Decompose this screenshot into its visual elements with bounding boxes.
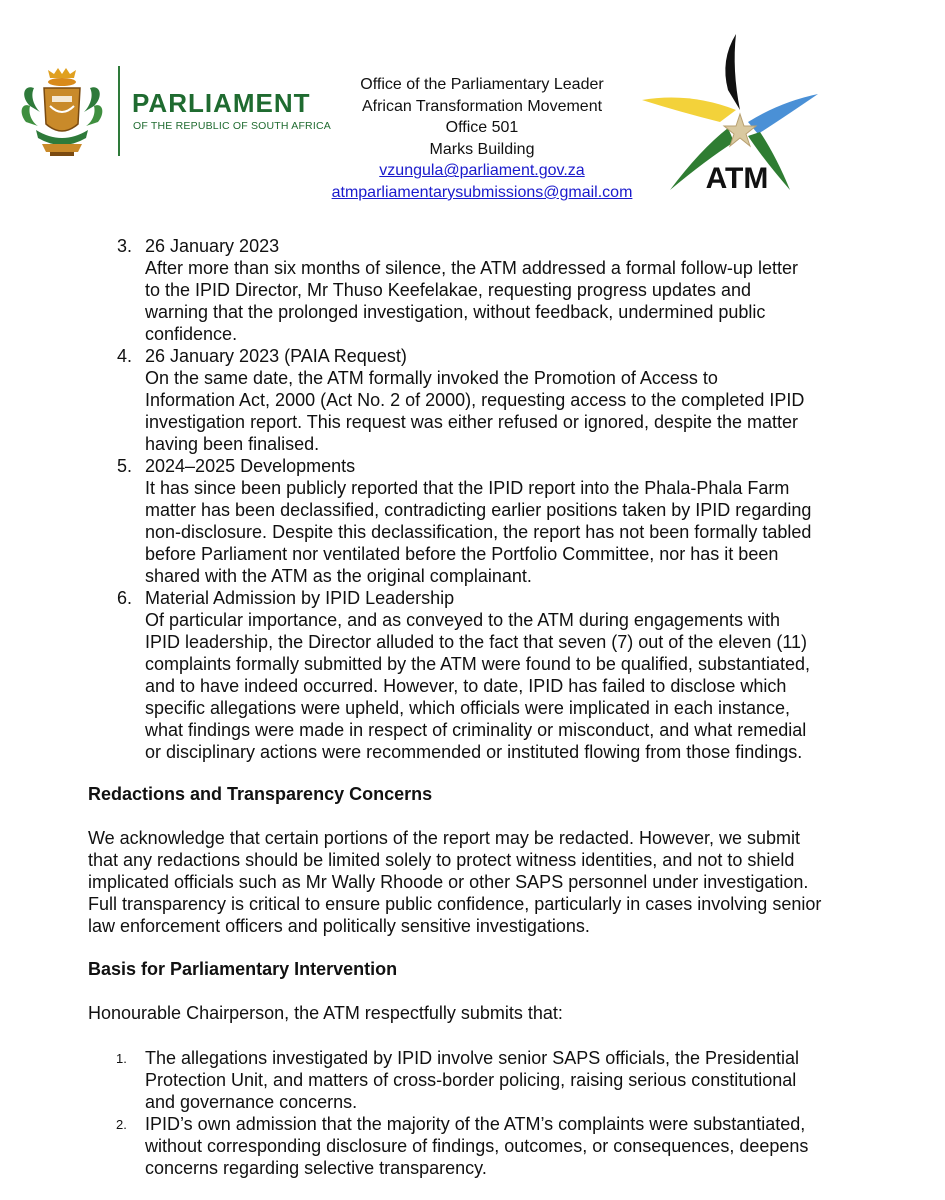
list-item-text: specific allegations were upheld, which officials were implicated in each instance, — [145, 698, 791, 718]
paragraph-line: Full transparency is critical to ensure public confidence, particularly in cases involving senior — [88, 894, 822, 914]
list-item-text: confidence. — [145, 324, 238, 344]
list-item-number: 5. — [117, 456, 133, 476]
header-divider — [118, 66, 120, 156]
list-item-number: 4. — [117, 346, 133, 366]
list-item-text: or disciplinary actions were recommended or instituted flowing from those findings. — [145, 742, 803, 762]
list-item-number: 3. — [117, 236, 133, 256]
list-item-text: shared with the ATM as the original complainant. — [145, 566, 532, 586]
list-item-text: before Parliament nor ventilated before the Portfolio Committee, nor has it been — [145, 544, 779, 564]
paragraph-line: We acknowledge that certain portions of the report may be redacted. However, we submit — [88, 828, 801, 848]
office-line: African Transformation Movement — [361, 97, 603, 115]
parliament-wordmark: PARLIAMENT — [132, 88, 311, 118]
list-item-title: Material Admission by IPID Leadership — [145, 588, 455, 608]
list-item-text: IPID’s own admission that the majority of the ATM’s complaints were substantiated, — [145, 1114, 806, 1134]
list-item-text: IPID leadership, the Director alluded to the fact that seven (7) out of the eleven (11) — [145, 632, 808, 652]
list-item-text: without corresponding disclosure of findings, outcomes, or consequences, deepens — [145, 1136, 809, 1156]
list-item-text: concerns regarding selective transparency. — [145, 1158, 487, 1178]
office-line: Office 501 — [445, 119, 519, 137]
list-item-number: 6. — [117, 588, 133, 608]
office-line: Marks Building — [429, 140, 535, 158]
list-item-text: The allegations investigated by IPID involve senior SAPS officials, the Presidential — [145, 1048, 800, 1068]
paragraph-line: implicated officials such as Mr Wally Rhoode or other SAPS personnel under investigation. — [88, 872, 809, 892]
list-item-text: and to have indeed occurred. However, to date, IPID has failed to disclose which — [145, 676, 787, 696]
list-item-number: 1. — [116, 1051, 127, 1066]
list-item-text: It has since been publicly reported that the IPID report into the Phala-Phala Farm — [145, 478, 790, 498]
list-item-text: what findings were made in respect of criminality or misconduct, and what remedial — [145, 720, 807, 740]
list-item-title: 2024–2025 Developments — [145, 456, 356, 476]
list-item-text: Protection Unit, and matters of cross-border policing, raising serious constitutional — [145, 1070, 797, 1090]
section-heading-basis: Basis for Parliamentary Intervention — [88, 959, 398, 979]
office-address-block — [300, 74, 664, 204]
section-heading-redactions: Redactions and Transparency Concerns — [88, 784, 433, 804]
list-item-text: and governance concerns. — [145, 1092, 358, 1112]
list-item-text: matter has been declassified, contradicting earlier positions taken by IPID regarding — [145, 500, 812, 520]
list-item-text: On the same date, the ATM formally invoked the Promotion of Access to — [145, 368, 718, 388]
list-item-text: to the IPID Director, Mr Thuso Keefelakae, requesting progress updates and — [145, 280, 752, 300]
list-item-text: investigation report. This request was either refused or ignored, despite the matter — [145, 412, 799, 432]
paragraph-line: law enforcement officers and politically sensitive investigations. — [88, 916, 590, 936]
parliament-subtitle: OF THE REPUBLIC OF SOUTH AFRICA — [133, 120, 331, 132]
coat-of-arms-logo — [16, 66, 108, 160]
list-item-text: Information Act, 2000 (Act No. 2 of 2000), requesting access to the completed IPID — [145, 390, 805, 410]
list-item-text: warning that the prolonged investigation, without feedback, undermined public — [145, 302, 766, 322]
list-item-text: complaints formally submitted by the ATM were found to be qualified, substantiated, — [145, 654, 811, 674]
email-link-secondary[interactable]: atmparliamentarysubmissions@gmail.com — [331, 183, 633, 201]
list-item-title: 26 January 2023 — [145, 236, 280, 256]
list-item-number: 2. — [116, 1117, 127, 1132]
atm-star-logo — [640, 30, 822, 198]
list-item-text: Of particular importance, and as conveyed to the ATM during engagements with — [145, 610, 781, 630]
email-link-primary[interactable]: vzungula@parliament.gov.za — [379, 162, 585, 180]
list-item-title: 26 January 2023 (PAIA Request) — [145, 346, 407, 366]
atm-logo-text: ATM — [705, 162, 769, 195]
paragraph-line: that any redactions should be limited solely to protect witness identities, and not to shield — [88, 850, 795, 870]
list-item-text: non-disclosure. Despite this declassification, the report has not been formally tabled — [145, 522, 812, 542]
list-item-text: having been finalised. — [145, 434, 320, 454]
list-item-text: After more than six months of silence, the ATM addressed a formal follow-up letter — [145, 258, 798, 278]
paragraph-intro: Honourable Chairperson, the ATM respectfully submits that: — [88, 1003, 563, 1023]
office-line: Office of the Parliamentary Leader — [360, 76, 604, 93]
